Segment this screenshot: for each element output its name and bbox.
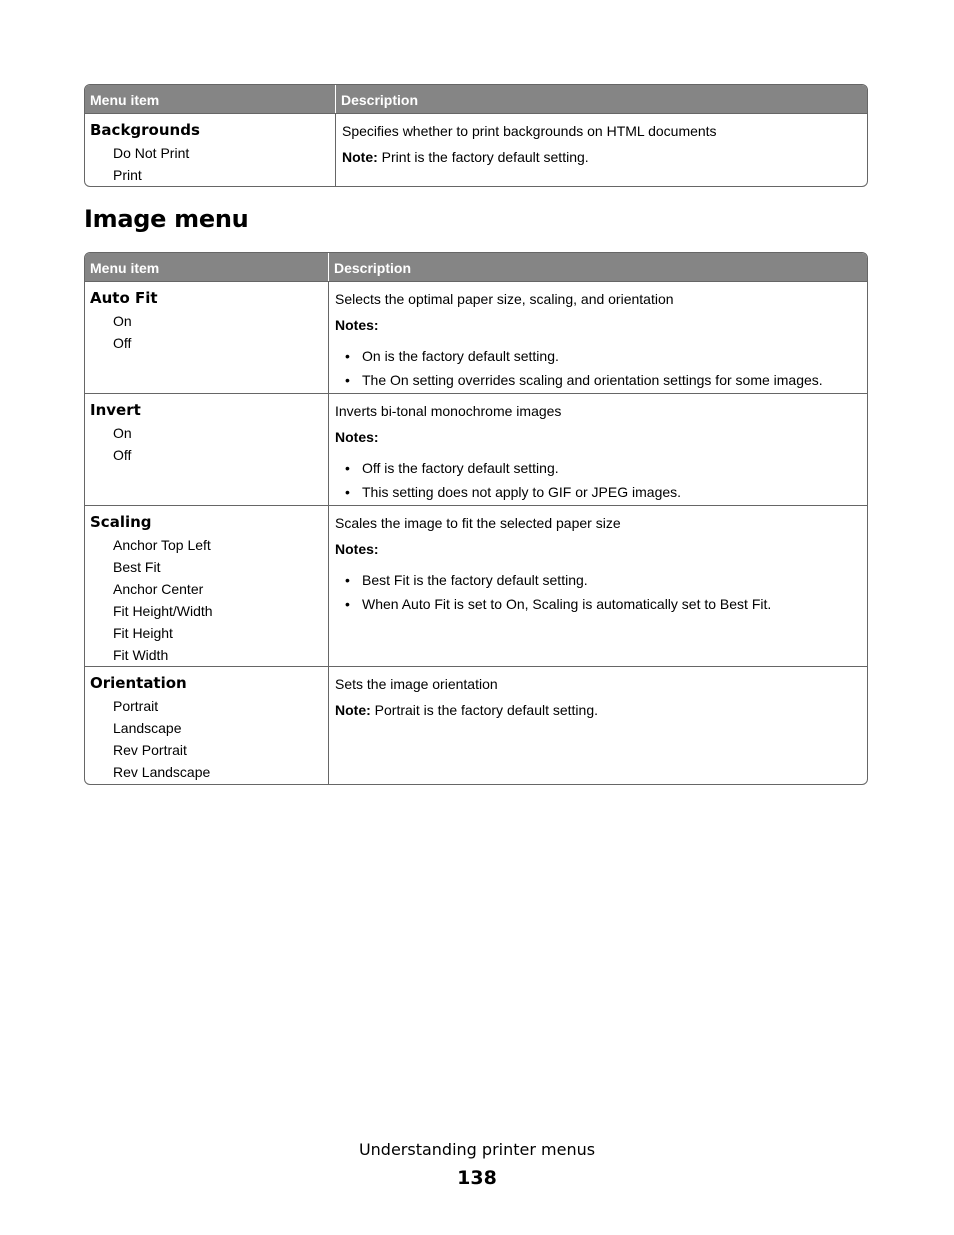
notes-list: [335, 568, 861, 616]
menu-option: On: [113, 425, 132, 441]
header-description: Description: [341, 92, 419, 108]
notes-list: [335, 344, 861, 392]
notes-label: Notes:: [335, 429, 379, 445]
menu-option: Off: [113, 447, 132, 463]
item-description: Inverts bi-tonal monochrome images: [335, 403, 562, 419]
table-header: [85, 253, 867, 281]
note-text: Print is the factory default setting.: [377, 149, 589, 165]
menu-option: Portrait: [113, 698, 159, 714]
note-label: Note:: [342, 149, 378, 165]
menu-option: Fit Height/Width: [113, 603, 213, 619]
menu-item-name: Scaling: [90, 513, 152, 531]
note-label: Note:: [335, 702, 371, 718]
item-description: Selects the optimal paper size, scaling, and orientation: [335, 291, 674, 307]
notes-label: Notes:: [335, 317, 379, 333]
menu-option: On: [113, 313, 132, 329]
table-row: [85, 113, 867, 186]
table-row: [85, 393, 867, 505]
header-description: Description: [334, 260, 412, 276]
menu-item-name: Invert: [90, 401, 141, 419]
menu-option: Do Not Print: [113, 145, 190, 161]
note-bullet: • This setting does not apply to GIF or JPEG images.: [335, 480, 861, 504]
item-description: Specifies whether to print backgrounds on HTML documents: [342, 123, 717, 139]
notes-label: Notes:: [335, 541, 379, 557]
note-bullet: • The On setting overrides scaling and orientation settings for some images.: [335, 368, 861, 392]
menu-item-name: Orientation: [90, 674, 187, 692]
page-number: 138: [457, 1167, 497, 1189]
menu-option: Print: [113, 167, 142, 183]
backgrounds-table: [84, 84, 868, 187]
table-row: [85, 505, 867, 666]
menu-option: Fit Width: [113, 647, 169, 663]
note: [335, 702, 861, 719]
menu-item-name: Backgrounds: [90, 121, 200, 139]
table-row: [85, 666, 867, 784]
header-menu-item: Menu item: [85, 85, 336, 113]
footer-title: Understanding printer menus: [358, 1140, 596, 1159]
table-row: [85, 281, 867, 393]
notes-list: [335, 456, 861, 504]
menu-option: Fit Height: [113, 625, 173, 641]
menu-item-name: Auto Fit: [90, 289, 158, 307]
note-bullet: • Off is the factory default setting.: [335, 456, 861, 480]
menu-option: Anchor Center: [113, 581, 204, 597]
menu-option: Rev Landscape: [113, 764, 211, 780]
menu-option: Off: [113, 335, 132, 351]
image-menu-table: [84, 252, 868, 785]
menu-option: Anchor Top Left: [113, 537, 211, 553]
menu-option: Rev Portrait: [113, 742, 187, 758]
note-text: Portrait is the factory default setting.: [370, 702, 599, 718]
note: [342, 149, 861, 166]
item-description: Sets the image orientation: [335, 676, 498, 692]
header-menu-item: Menu item: [85, 253, 329, 281]
table-header: [85, 85, 867, 113]
menu-option: Landscape: [113, 720, 182, 736]
menu-option: Best Fit: [113, 559, 161, 575]
note-bullet: • When Auto Fit is set to On, Scaling is automatically set to Best Fit.: [335, 592, 861, 616]
note-bullet: • Best Fit is the factory default setting.: [335, 568, 861, 592]
item-description: Scales the image to fit the selected paper size: [335, 515, 621, 531]
section-title: Image menu: [84, 205, 249, 233]
note-bullet: • On is the factory default setting.: [335, 344, 861, 368]
